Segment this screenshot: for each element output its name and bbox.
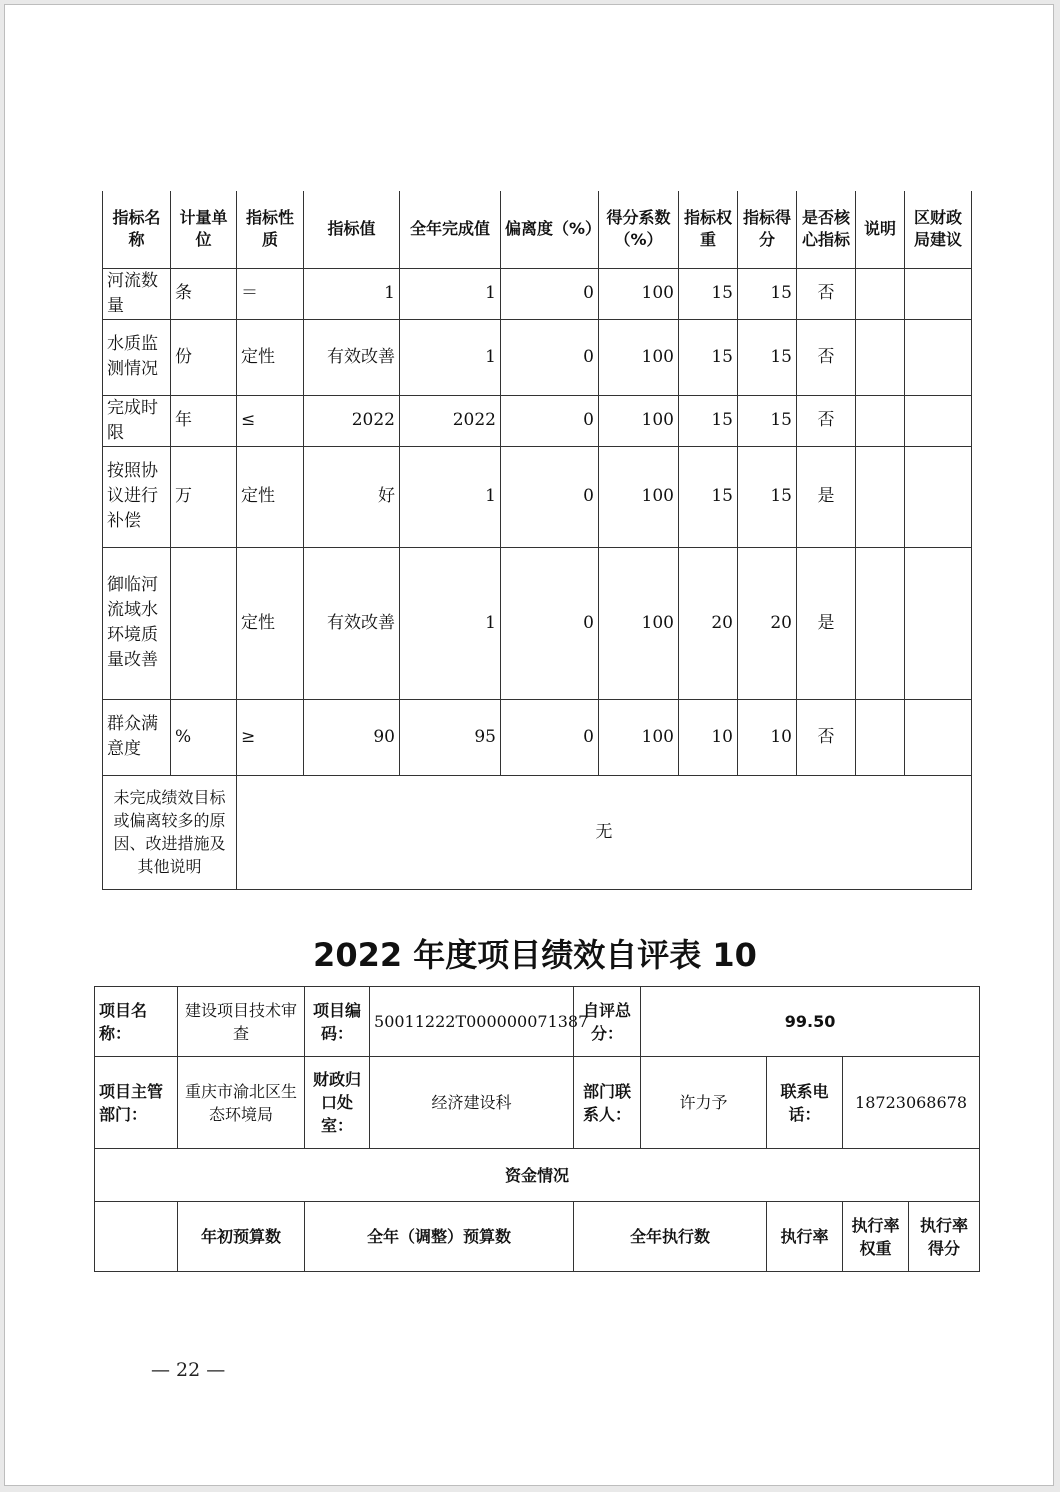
deviation: 0 — [501, 699, 599, 775]
note — [856, 319, 905, 395]
header-nature: 指标性质 — [237, 191, 304, 268]
unit: 条 — [171, 268, 237, 319]
indicator-name: 完成时限 — [103, 395, 171, 446]
contact-label: 部门联系人： — [574, 1057, 641, 1149]
header-weight: 指标权重 — [679, 191, 738, 268]
table-row — [103, 319, 972, 395]
completed-value: 1 — [400, 268, 501, 319]
table-row — [103, 699, 972, 775]
funds-title: 资金情况 — [95, 1149, 980, 1202]
funds-header-exec-weight: 执行率权重 — [843, 1202, 909, 1272]
table-row — [103, 395, 972, 446]
score-coef: 100 — [599, 547, 679, 699]
completed-value: 1 — [400, 446, 501, 547]
funds-header-row — [95, 1202, 980, 1272]
indicator-value: 90 — [304, 699, 400, 775]
is-core: 否 — [797, 395, 856, 446]
unit: % — [171, 699, 237, 775]
weight: 15 — [679, 268, 738, 319]
header-deviation: 偏离度（%） — [501, 191, 599, 268]
table-row — [103, 446, 972, 547]
completed-value: 1 — [400, 547, 501, 699]
header-indicator-name: 指标名称 — [103, 191, 171, 268]
funds-header-executed: 全年执行数 — [574, 1202, 767, 1272]
header-value: 指标值 — [304, 191, 400, 268]
funds-header-exec-score: 执行率得分 — [909, 1202, 980, 1272]
project-name: 建设项目技术审查 — [178, 987, 305, 1057]
phone-label: 联系电话： — [767, 1057, 843, 1149]
unit: 万 — [171, 446, 237, 547]
indicator-value: 1 — [304, 268, 400, 319]
incomplete-reason-label: 未完成绩效目标或偏离较多的原因、改进措施及其他说明 — [103, 775, 237, 889]
indicator-name: 水质监测情况 — [103, 319, 171, 395]
note — [856, 446, 905, 547]
project-code: 50011222T000000071387 — [370, 987, 574, 1057]
advice — [905, 547, 972, 699]
funds-header-exec-rate: 执行率 — [767, 1202, 843, 1272]
indicator-name: 群众满意度 — [103, 699, 171, 775]
is-core: 是 — [797, 547, 856, 699]
note — [856, 699, 905, 775]
table-row — [103, 268, 972, 319]
indicator-name: 按照协议进行补偿 — [103, 446, 171, 547]
deviation: 0 — [501, 319, 599, 395]
weight: 20 — [679, 547, 738, 699]
score-coef: 100 — [599, 446, 679, 547]
finance-office-label: 财政归口处室： — [305, 1057, 370, 1149]
indicator-value: 好 — [304, 446, 400, 547]
weight: 15 — [679, 446, 738, 547]
indicator-value: 有效改善 — [304, 319, 400, 395]
header-score: 指标得分 — [738, 191, 797, 268]
note — [856, 547, 905, 699]
unit — [171, 547, 237, 699]
score: 10 — [738, 699, 797, 775]
self-eval-table — [94, 986, 980, 1272]
page-number: — 22 — — [151, 1359, 226, 1381]
deviation: 0 — [501, 547, 599, 699]
funds-title-row — [95, 1149, 980, 1202]
is-core: 否 — [797, 699, 856, 775]
note — [856, 268, 905, 319]
funds-header-empty — [95, 1202, 178, 1272]
note — [856, 395, 905, 446]
unit: 年 — [171, 395, 237, 446]
advice — [905, 699, 972, 775]
advice — [905, 395, 972, 446]
indicator-name: 河流数量 — [103, 268, 171, 319]
score: 15 — [738, 319, 797, 395]
table-row — [103, 547, 972, 699]
dept: 重庆市渝北区生态环境局 — [178, 1057, 305, 1149]
score: 15 — [738, 268, 797, 319]
advice — [905, 268, 972, 319]
header-coef: 得分系数（%） — [599, 191, 679, 268]
indicator-table — [102, 191, 972, 890]
indicator-name: 御临河流域水环境质量改善 — [103, 547, 171, 699]
nature: ≤ — [237, 395, 304, 446]
header-core: 是否核心指标 — [797, 191, 856, 268]
weight: 15 — [679, 395, 738, 446]
incomplete-reason-row — [103, 775, 972, 889]
score-coef: 100 — [599, 699, 679, 775]
header-note: 说明 — [856, 191, 905, 268]
advice — [905, 319, 972, 395]
nature: ＝ — [237, 268, 304, 319]
contact: 许力予 — [641, 1057, 767, 1149]
funds-header-initial-budget: 年初预算数 — [178, 1202, 305, 1272]
score: 15 — [738, 395, 797, 446]
project-info-row-1 — [95, 987, 980, 1057]
is-core: 否 — [797, 319, 856, 395]
nature: 定性 — [237, 319, 304, 395]
is-core: 否 — [797, 268, 856, 319]
total-score-label: 自评总分： — [574, 987, 641, 1057]
phone: 18723068678 — [843, 1057, 980, 1149]
score-coef: 100 — [599, 268, 679, 319]
score-coef: 100 — [599, 319, 679, 395]
deviation: 0 — [501, 268, 599, 319]
funds-header-adjusted-budget: 全年（调整）预算数 — [305, 1202, 574, 1272]
completed-value: 95 — [400, 699, 501, 775]
weight: 10 — [679, 699, 738, 775]
nature: 定性 — [237, 547, 304, 699]
score: 20 — [738, 547, 797, 699]
score: 15 — [738, 446, 797, 547]
dept-label: 项目主管部门： — [95, 1057, 178, 1149]
weight: 15 — [679, 319, 738, 395]
indicator-value: 有效改善 — [304, 547, 400, 699]
score-coef: 100 — [599, 395, 679, 446]
project-info-row-2 — [95, 1057, 980, 1149]
header-completed: 全年完成值 — [400, 191, 501, 268]
completed-value: 2022 — [400, 395, 501, 446]
is-core: 是 — [797, 446, 856, 547]
total-score: 99.50 — [641, 987, 980, 1057]
project-name-label: 项目名称： — [95, 987, 178, 1057]
nature: 定性 — [237, 446, 304, 547]
incomplete-reason-value: 无 — [237, 775, 972, 889]
project-code-label: 项目编码： — [305, 987, 370, 1057]
indicator-value: 2022 — [304, 395, 400, 446]
unit: 份 — [171, 319, 237, 395]
deviation: 0 — [501, 395, 599, 446]
document-title: 2022 年度项目绩效自评表 10 — [313, 936, 757, 974]
finance-office: 经济建设科 — [370, 1057, 574, 1149]
advice — [905, 446, 972, 547]
deviation: 0 — [501, 446, 599, 547]
document-page — [4, 4, 1054, 1486]
header-advice: 区财政局建议 — [905, 191, 972, 268]
indicator-header-row — [103, 191, 972, 268]
nature: ≥ — [237, 699, 304, 775]
completed-value: 1 — [400, 319, 501, 395]
header-unit: 计量单位 — [171, 191, 237, 268]
